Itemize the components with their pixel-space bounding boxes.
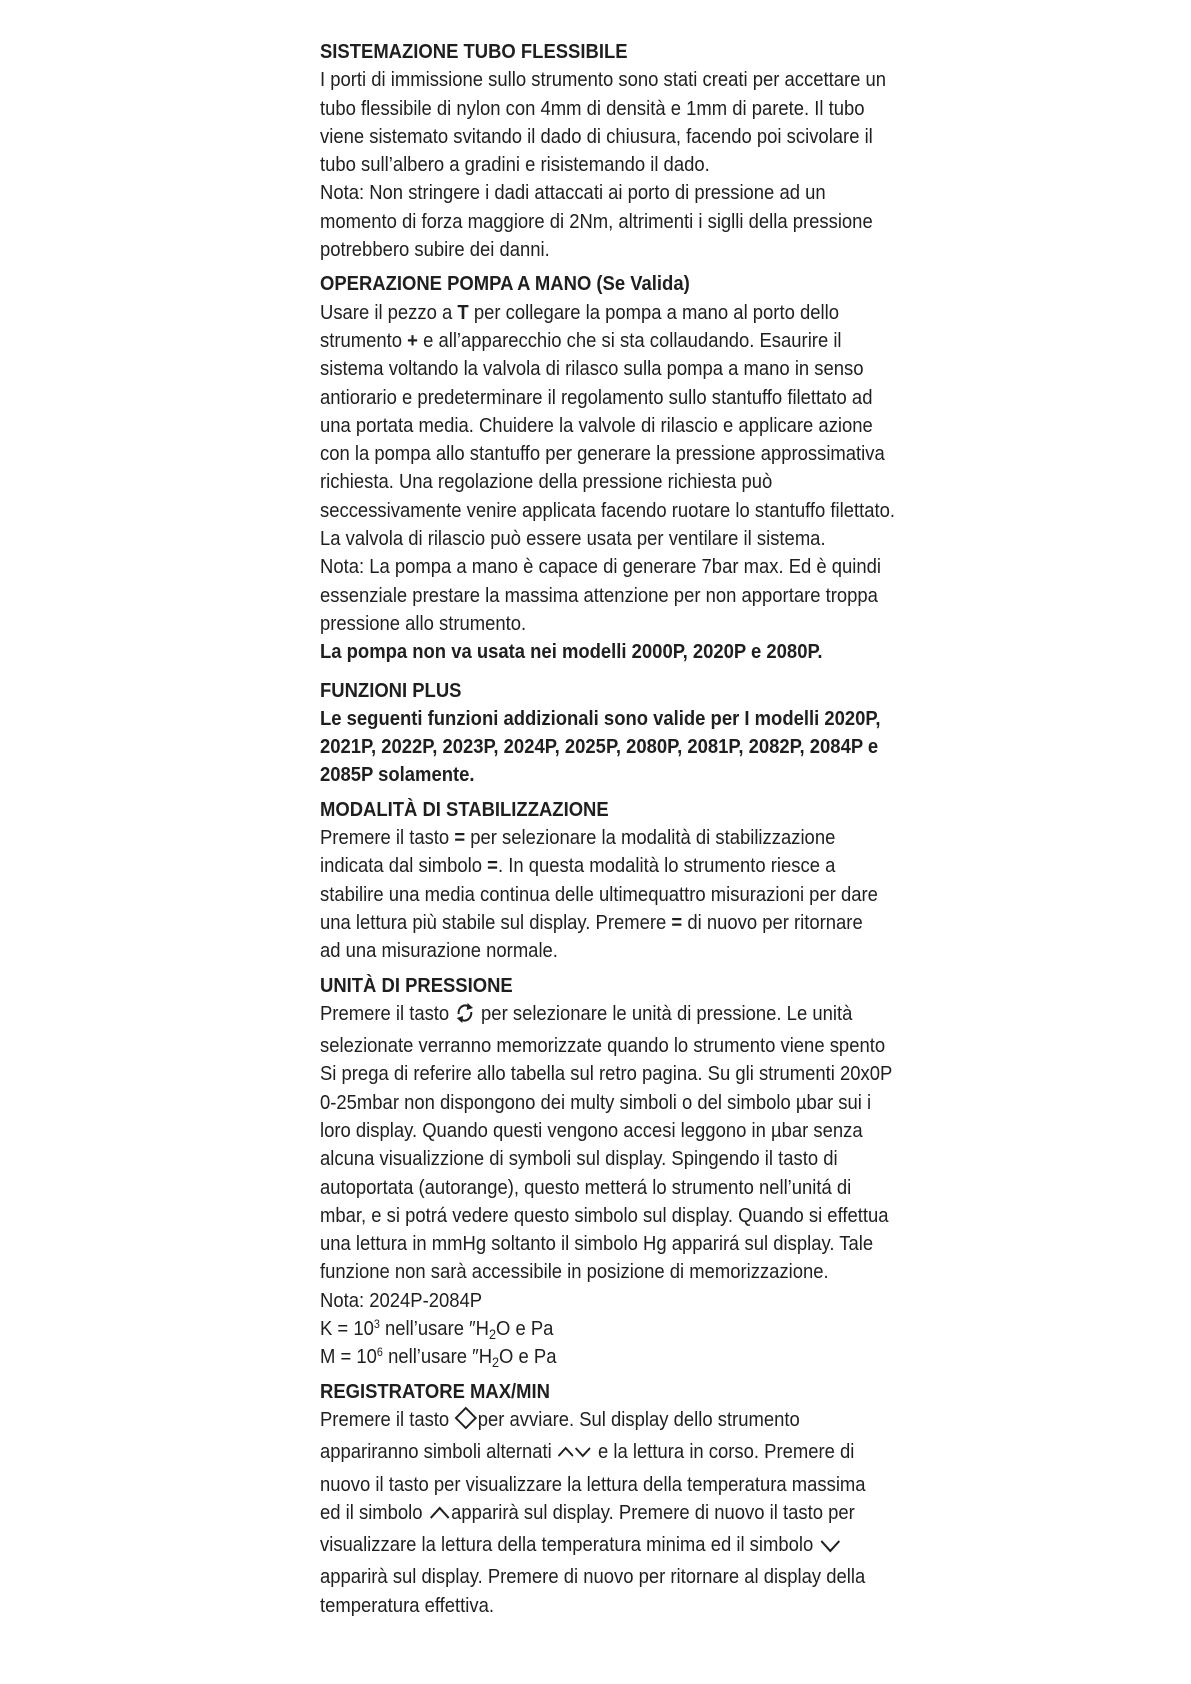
text-line: ed il simbolo apparirà sul display. Premere di nuovo il tasto per	[320, 1499, 878, 1531]
text-line: loro display. Quando questi vengono accesi leggono in µbar senza	[320, 1118, 863, 1142]
up-down-chevron-icon	[557, 1442, 593, 1470]
text-line: mbar, e si potrá vedere questo simbolo sul display. Quando si effettua	[320, 1203, 889, 1227]
t-piece-label: T	[457, 300, 469, 324]
text-line: Premere il tasto per avviare. Sul display dello strumento	[320, 1406, 878, 1438]
text-line: visualizzare la lettura della temperatura minima ed il simbolo	[320, 1531, 878, 1563]
text-line: antiorario e predeterminare il regolamento sullo stantuffo filettato ad	[320, 385, 873, 409]
text-line: con la pompa allo stantuffo per generare la pressione approssimativa	[320, 442, 885, 466]
text-line: ad una misurazione normale.	[320, 939, 558, 963]
text-line: indicata dal simbolo =. In questa modalità lo strumento riesce a	[320, 854, 836, 878]
text-line: Si prega di referire allo tabella sul retro pagina. Su gli strumenti 20x0P	[320, 1062, 893, 1086]
up-chevron-icon	[428, 1503, 451, 1531]
text-line: viene sistemato svitando il dado di chiusura, facendo poi scivolare il	[320, 124, 873, 148]
text-line: temperatura effettiva.	[320, 1593, 495, 1617]
text-line: 0-25mbar non dispongono dei multy simboli o del simbolo µbar sui i	[320, 1090, 872, 1114]
text-line: tubo flessibile di nylon con 4mm di densità e 1mm di parete. Il tubo	[320, 96, 865, 120]
text-line: potrebbero subire dei danni.	[320, 238, 550, 262]
text-line: pressione allo strumento.	[320, 611, 527, 635]
m-unit-note: $M = 10^6$ nell’usare $''H_2O$ e Pa	[320, 1345, 557, 1371]
equals-key-label: =	[671, 910, 683, 934]
text-line: alcuna visualizzione di symboli sul display. Spingendo il tasto di	[320, 1147, 838, 1171]
text-line: Nota: Non stringere i dadi attaccati ai porto di pressione ad un	[320, 181, 826, 205]
text-line: Premere il tasto = per selezionare la modalità di stabilizzazione	[320, 826, 836, 850]
text-line: nuovo il tasto per visualizzare la lettura della temperatura massima	[320, 1472, 866, 1496]
text-line: Le seguenti funzioni addizionali sono valide per I modelli 2020P,	[320, 706, 881, 730]
text-line: essenziale prestare la massima attenzione per non apportare troppa	[320, 583, 878, 607]
text-line: Nota: La pompa a mano è capace di generare 7bar max. Ed è quindi	[320, 555, 882, 579]
text-line: sistema voltando la valvola di rilasco sulla pompa a mano in senso	[320, 357, 864, 381]
diamond-icon	[454, 1406, 477, 1438]
text-line: selezionate verranno memorizzate quando lo strumento viene spento	[320, 1034, 886, 1058]
section-title-stabilization: MODALITÀ DI STABILIZZAZIONE	[320, 797, 609, 821]
text-line: funzione non sarà accessibile in posizione di memorizzazione.	[320, 1260, 829, 1284]
text-line: Nota: 2024P-2084P	[320, 1288, 483, 1312]
section-title-hand-pump: OPERAZIONE POMPA A MANO (Se Valida)	[320, 272, 690, 296]
cycle-arrows-icon	[454, 1002, 476, 1032]
text-line: La valvola di rilascio può essere usata per ventilare il sistema.	[320, 527, 826, 551]
text-line: richiesta. Una regolazione della pressione richiesta può	[320, 470, 773, 494]
text-column	[320, 38, 896, 1620]
text-line: tubo sull’albero a gradini e risistemando il dado.	[320, 153, 710, 177]
equals-symbol-label: =	[487, 854, 498, 878]
text-line: appariranno simboli alternati e la lettura in corso. Premere di	[320, 1438, 878, 1470]
section-title-plus-functions: FUNZIONI PLUS	[320, 678, 462, 702]
text-line: I porti di immissione sullo strumento sono stati creati per accettare un	[320, 68, 887, 92]
text-line: Premere il tasto per selezionare le unità di pressione. Le unità	[320, 1000, 878, 1032]
text-line: apparirà sul display. Premere di nuovo per ritornare al display della	[320, 1565, 866, 1589]
pump-warning: La pompa non va usata nei modelli 2000P, 2020P e 2080P.	[320, 640, 823, 664]
text-line: 2085P solamente.	[320, 763, 475, 787]
text-line: una lettura in mmHg soltanto il simbolo Hg apparirá sul display. Tale	[320, 1232, 874, 1256]
equals-key-label: =	[454, 826, 466, 850]
down-chevron-icon	[818, 1535, 841, 1563]
text-line: seccessivamente venire applicata facendo ruotare lo stantuffo filettato.	[320, 498, 896, 522]
section-title-max-min: REGISTRATORE MAX/MIN	[320, 1379, 550, 1403]
text-line: momento di forza maggiore di 2Nm, altrimenti i siglli della pressione	[320, 209, 873, 233]
text-line: una portata media. Chuidere la valvole di rilascio e applicare azione	[320, 413, 873, 437]
text-line: una lettura più stabile sul display. Premere = di nuovo per ritornare	[320, 910, 863, 934]
text-line: strumento + e all’apparecchio che si sta collaudando. Esaurire il	[320, 328, 842, 352]
section-title-pressure-units: UNITÀ DI PRESSIONE	[320, 973, 513, 997]
text-line: autoportata (autorange), questo metterá lo strumento nell’unitá di	[320, 1175, 852, 1199]
text-line: Usare il pezzo a T per collegare la pompa a mano al porto dello	[320, 300, 839, 324]
section-title-hose: SISTEMAZIONE TUBO FLESSIBILE	[320, 40, 628, 63]
k-unit-note: $K = 10^3$ nell’usare $''H_2O$ e Pa	[320, 1317, 554, 1343]
text-line: 2021P, 2022P, 2023P, 2024P, 2025P, 2080P, 2081P, 2082P, 2084P e	[320, 735, 879, 759]
plus-port-label: +	[407, 328, 418, 352]
text-line: stabilire una media continua delle ultimequattro misurazioni per dare	[320, 882, 878, 906]
